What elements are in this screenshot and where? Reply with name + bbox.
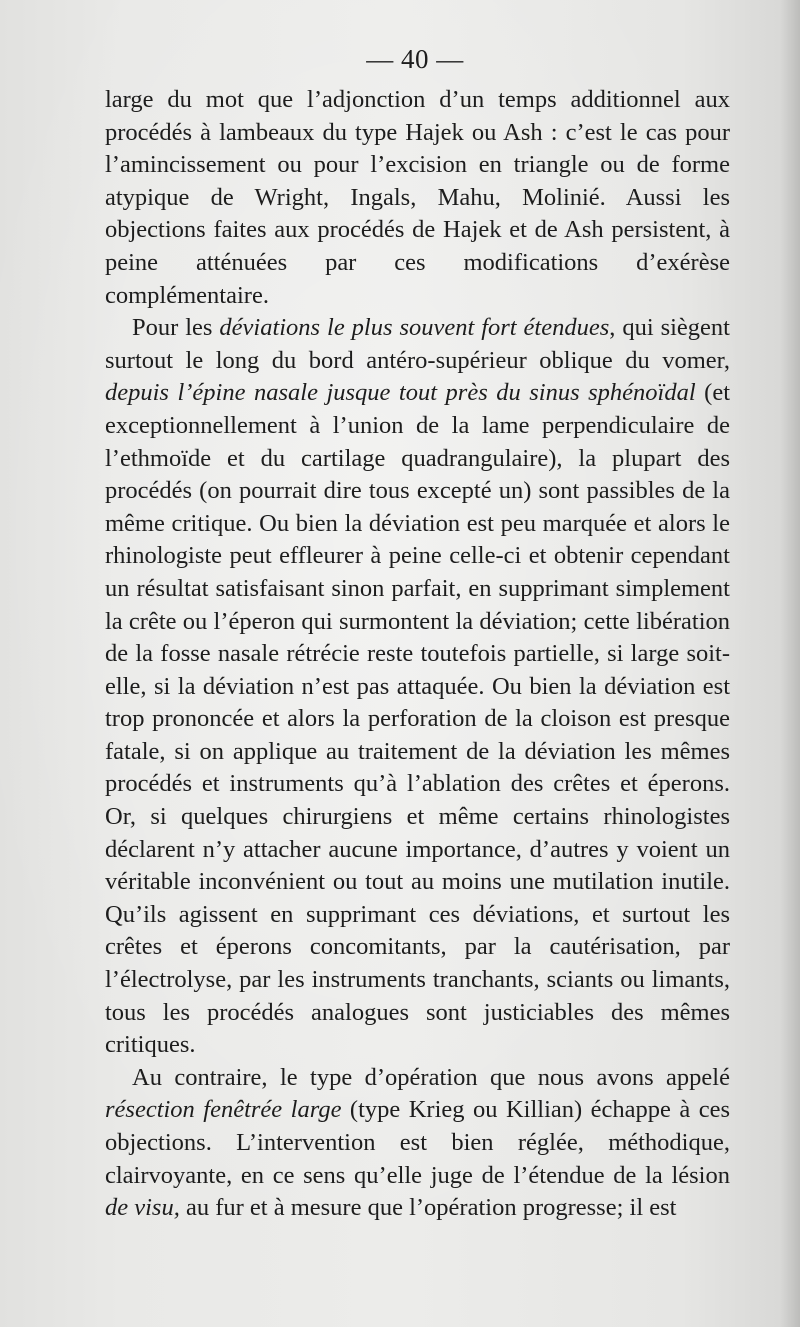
text-segment: (et exceptionnellement à l’union de la lame perpendiculaire de l’ethmoïde et du cartilage quadrangulaire), la plupart des procédés (on pourrait dire tous excepté un) sont passibles de la même critique. Ou bien la déviation est peu marquée et alors le rhinologiste peut effleurer à peine celle-ci et obtenir cependant un résultat satisfaisant sinon parfait, en supprimant simplement la crête ou l’éperon qui surmontent la déviation; cette libération de la fosse nasale rétrécie reste toutefois partielle, si large soit-elle, si la déviation n’est pas attaquée. Ou bien la déviation est trop prononcée et alors la perforation de la cloison est presque fatale, si on applique au traitement de la déviation les mêmes procédés et instruments qu’à l’ablation des crêtes et éperons. Or, si quelques chirurgiens et même certains rhinologistes déclarent n’y attacher aucune importance, d’autres y voient un véritable inconvénient ou tout au moins une mutilation inutile. Qu’ils agissent en supprimant ces déviations, et surtout les crêtes et éperons concomitants, par la cautérisation, par l’électrolyse, par les instruments tranchants, sciants ou limants, tous les procédés analogues sont justiciables des mêmes critiques. bbox=[105, 379, 730, 1059]
text-segment: , qui siègent surtout le long du bord antéro-supérieur oblique du vomer, bbox=[105, 314, 730, 374]
italic-segment: résection fenêtrée large bbox=[105, 1096, 342, 1124]
page-number: — 40 — bbox=[366, 44, 464, 74]
body-text bbox=[105, 84, 730, 1225]
text-segment: large du mot que l’adjonction d’un temps additionnel aux procédés à lambeaux du type Hajek ou Ash : c’est le cas pour l’amincissement ou pour l’excision en triangle ou de forme atypique de Wright, Ingals, Mahu, Molinié. Aussi les objections faites aux procédés de Hajek et de Ash persistent, à peine atténuées par ces modifications d’exérèse complémentaire. bbox=[105, 86, 730, 309]
text-segment: Pour les bbox=[132, 314, 220, 342]
paragraph-2 bbox=[105, 312, 730, 1062]
paragraph-1 bbox=[105, 84, 730, 312]
page-edge-shadow bbox=[780, 0, 800, 1327]
text-segment: (type Krieg ou Killian) échappe à ces objections. L’intervention est bien réglée, méthodique, clairvoyante, en ce sens qu’elle juge de l’étendue de la lésion bbox=[105, 1096, 730, 1189]
italic-segment: déviations le plus souvent fort étendues bbox=[219, 314, 610, 342]
text-segment: Au contraire, le type d’opération que nous avons appelé bbox=[132, 1063, 730, 1091]
paragraph-3 bbox=[105, 1062, 730, 1225]
italic-segment: depuis l’épine nasale jusque tout près du sinus sphénoïdal bbox=[105, 379, 696, 407]
text-segment: au fur et à mesure que l’opération progresse; il est bbox=[179, 1194, 677, 1222]
italic-segment: de visu, bbox=[105, 1194, 180, 1222]
